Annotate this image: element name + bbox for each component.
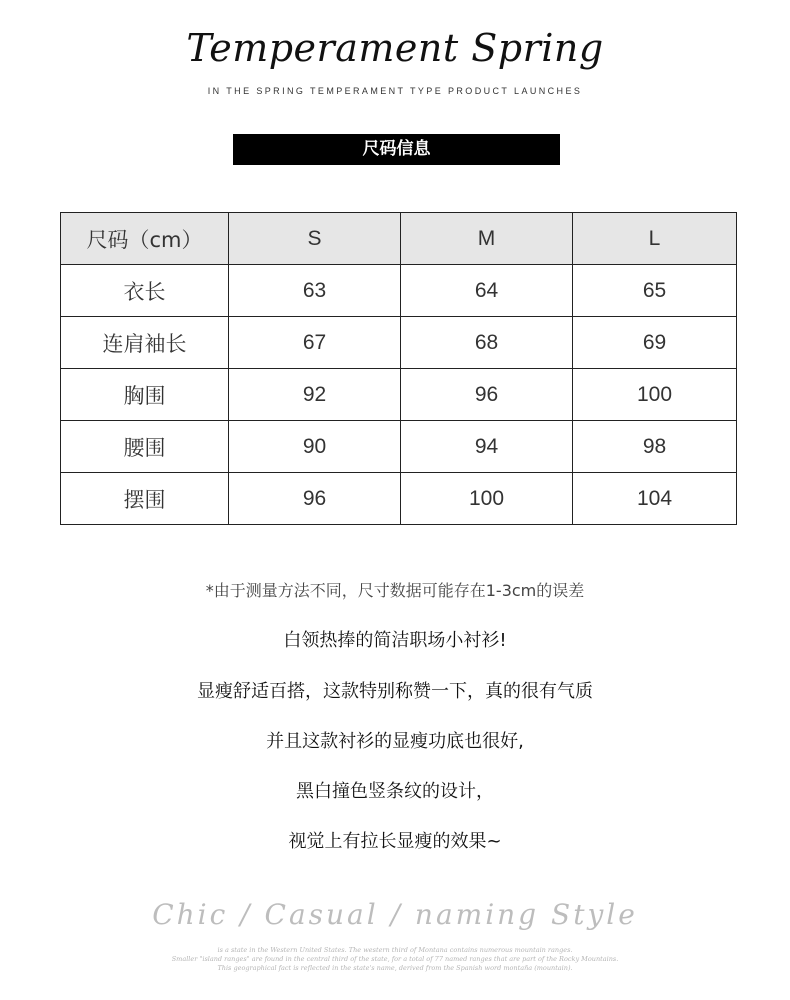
description-line: 白领热捧的简洁职场小衬衫!: [283, 630, 507, 651]
cell-l: 100: [573, 369, 737, 421]
cell-s: 67: [229, 317, 401, 369]
footer-fine-print: is a state in the Western United States. The western third of Montana contains numerous mountain ranges.: [217, 946, 573, 954]
brand-title: Temperament Spring: [186, 26, 604, 70]
table-row: [61, 369, 737, 421]
header-cell-size: 尺码（cm）: [61, 213, 229, 265]
cell-s: 63: [229, 265, 401, 317]
table-row: [61, 265, 737, 317]
row-label: 衣长: [61, 265, 229, 317]
description-line: 视觉上有拉长显瘦的效果~: [288, 831, 502, 852]
cell-l: 98: [573, 421, 737, 473]
cell-m: 96: [401, 369, 573, 421]
description-line: 黑白撞色竖条纹的设计，: [296, 781, 494, 802]
cell-s: 92: [229, 369, 401, 421]
size-info-banner: 尺码信息: [233, 134, 560, 165]
header-cell-m: M: [401, 213, 573, 265]
cell-l: 104: [573, 473, 737, 525]
row-label: 胸围: [61, 369, 229, 421]
cell-l: 65: [573, 265, 737, 317]
description-line: 并且这款衬衫的显瘦功底也很好,: [266, 731, 524, 752]
cell-m: 68: [401, 317, 573, 369]
cell-s: 96: [229, 473, 401, 525]
footer-signature: Chic / Casual / naming Style: [152, 898, 638, 931]
table-row: [61, 317, 737, 369]
table-row: [61, 421, 737, 473]
measurement-note: *由于测量方法不同，尺寸数据可能存在1-3cm的误差: [205, 581, 585, 600]
size-table: [60, 212, 737, 525]
header-cell-l: L: [573, 213, 737, 265]
row-label: 摆围: [61, 473, 229, 525]
cell-s: 90: [229, 421, 401, 473]
cell-m: 94: [401, 421, 573, 473]
description-line: 显瘦舒适百搭，这款特别称赞一下，真的很有气质: [197, 681, 593, 702]
cell-m: 100: [401, 473, 573, 525]
cell-m: 64: [401, 265, 573, 317]
table-header-row: [61, 213, 737, 265]
cell-l: 69: [573, 317, 737, 369]
footer-fine-print: This geographical fact is reflected in the state's name, derived from the Spanish word montaña (mountain).: [217, 964, 573, 972]
row-label: 连肩袖长: [61, 317, 229, 369]
brand-subtitle: IN THE SPRING TEMPERAMENT TYPE PRODUCT LAUNCHES: [207, 86, 583, 96]
row-label: 腰围: [61, 421, 229, 473]
header-cell-s: S: [229, 213, 401, 265]
footer-fine-print: Smaller "island ranges" are found in the central third of the state, for a total of 77 named ranges that are part of the Rocky Mountains.: [171, 955, 619, 963]
table-row: [61, 473, 737, 525]
